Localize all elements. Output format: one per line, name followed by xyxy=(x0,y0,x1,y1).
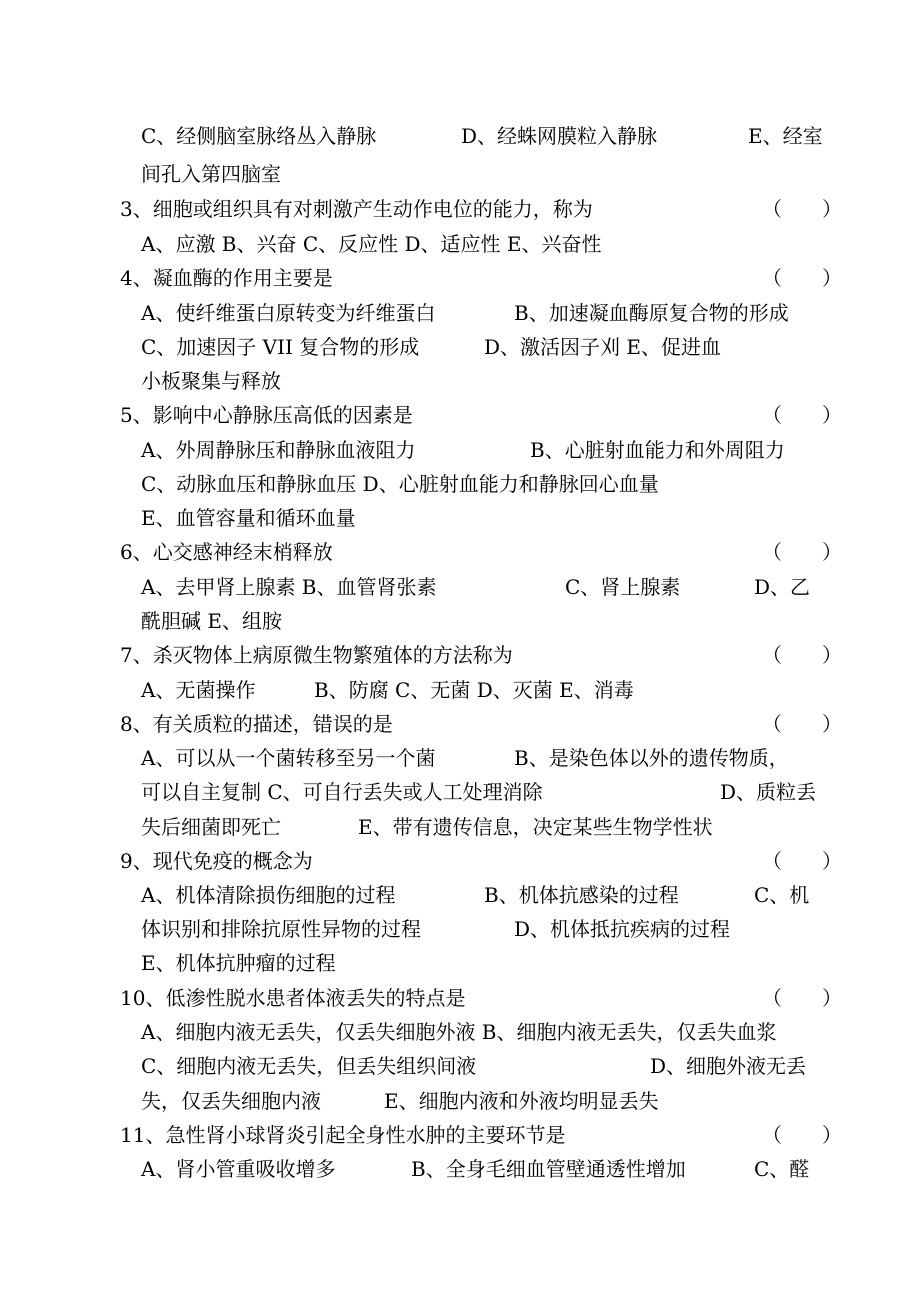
option-c: C、加速因子 VII 复合物的形成 xyxy=(141,335,420,359)
question-text: 11、急性肾小球肾炎引起全身性水肿的主要环节是 xyxy=(120,1123,566,1147)
option-e: E、血管容量和循环血量 xyxy=(141,506,356,530)
text-line xyxy=(0,570,920,604)
text-line xyxy=(0,157,920,191)
option-continuation: 体识别和排除抗原性异物的过程 xyxy=(141,917,421,941)
text-line xyxy=(0,946,920,980)
text-line xyxy=(0,673,920,707)
text-line xyxy=(0,501,920,535)
option-b: B、加速凝血酶原复合物的形成 xyxy=(514,301,789,325)
option-a: A、机体清除损伤细胞的过程 xyxy=(141,883,396,907)
answer-blank: （ ） xyxy=(762,403,842,427)
option-a: A、无菌操作 xyxy=(141,678,256,702)
question-9 xyxy=(0,844,920,878)
question-7 xyxy=(0,638,920,672)
question-text: 10、低渗性脱水患者体液丢失的特点是 xyxy=(120,986,466,1010)
options: B、防腐 C、无菌 D、灭菌 E、消毒 xyxy=(314,678,634,702)
question-11 xyxy=(0,1118,920,1152)
question-text: 5、影响中心静脉压高低的因素是 xyxy=(120,403,413,427)
option-c: C、细胞内液无丢失，但丢失组织间液 xyxy=(141,1054,477,1078)
text-line xyxy=(0,330,920,364)
options: C、动脉血压和静脉血压 D、心脏射血能力和静脉回心血量 xyxy=(141,472,659,496)
text-line xyxy=(0,433,920,467)
option-d: D、经蛛网膜粒入静脉 xyxy=(461,124,658,148)
option-d: D、机体抵抗疾病的过程 xyxy=(514,917,731,941)
question-text: 9、现代免疫的概念为 xyxy=(120,849,313,873)
text-line xyxy=(0,467,920,501)
option-a: A、肾小管重吸收增多 xyxy=(141,1157,336,1181)
answer-blank: （ ） xyxy=(762,197,842,221)
text-line xyxy=(0,741,920,775)
options: A、细胞内液无丢失，仅丢失细胞外液 B、细胞内液无丢失，仅丢失血浆 xyxy=(141,1020,777,1044)
option-d: D、质粒丢 xyxy=(720,780,817,804)
answer-blank: （ ） xyxy=(762,540,842,564)
option-a: A、外周静脉压和静脉血液阻力 xyxy=(141,438,416,462)
option-continuation: 失后细菌即死亡 xyxy=(141,815,281,839)
option-e: E、机体抗肿瘤的过程 xyxy=(141,951,336,975)
question-text: 8、有关质粒的描述，错误的是 xyxy=(120,712,393,736)
option-continuation: 失，仅丢失细胞内液 xyxy=(141,1089,321,1113)
question-text: 6、心交感神经末梢释放 xyxy=(120,540,333,564)
question-4 xyxy=(0,261,920,295)
option-c: C、机 xyxy=(754,883,810,907)
question-text: 7、杀灭物体上病原微生物繁殖体的方法称为 xyxy=(120,643,513,667)
text-line xyxy=(0,364,920,398)
text-line xyxy=(0,1152,920,1186)
option-a: A、使纤维蛋白原转变为纤维蛋白 xyxy=(141,301,436,325)
text-line xyxy=(0,604,920,638)
option-d: D、激活因子刈 E、促进血 xyxy=(484,335,721,359)
option-c: C、醛 xyxy=(754,1157,810,1181)
question-10 xyxy=(0,981,920,1015)
option-c: C、经侧脑室脉络丛入静脉 xyxy=(141,124,377,148)
option-a: A、可以从一个菌转移至另一个菌 xyxy=(141,746,436,770)
answer-blank: （ ） xyxy=(762,1123,842,1147)
option-b: B、是染色体以外的遗传物质， xyxy=(514,746,789,770)
option-e: E、细胞内液和外液均明显丢失 xyxy=(384,1089,659,1113)
text-line xyxy=(0,227,920,261)
text-line xyxy=(0,119,920,153)
option-d: D、乙 xyxy=(754,575,811,599)
text-line xyxy=(0,1015,920,1049)
question-text: 3、细胞或组织具有对刺激产生动作电位的能力，称为 xyxy=(120,197,593,221)
question-8 xyxy=(0,707,920,741)
answer-blank: （ ） xyxy=(762,643,842,667)
option-d: D、细胞外液无丢 xyxy=(650,1054,807,1078)
question-text: 4、凝血酶的作用主要是 xyxy=(120,266,333,290)
text-line xyxy=(0,1084,920,1118)
option-e: E、经室 xyxy=(748,124,823,148)
text-line xyxy=(0,296,920,330)
text-line xyxy=(0,1049,920,1083)
option-continuation: 间孔入第四脑室 xyxy=(141,162,281,186)
options: 可以自主复制 C、可自行丢失或人工处理消除 xyxy=(141,780,543,804)
text-line xyxy=(0,912,920,946)
option-c: C、肾上腺素 xyxy=(565,575,681,599)
answer-blank: （ ） xyxy=(762,986,842,1010)
question-5 xyxy=(0,398,920,432)
options: A、应激 B、兴奋 C、反应性 D、适应性 E、兴奋性 xyxy=(141,232,602,256)
option-continuation: 酰胆碱 E、组胺 xyxy=(141,609,282,633)
question-6 xyxy=(0,535,920,569)
answer-blank: （ ） xyxy=(762,712,842,736)
option-b: B、机体抗感染的过程 xyxy=(484,883,679,907)
option-b: B、心脏射血能力和外周阻力 xyxy=(530,438,785,462)
options: A、去甲肾上腺素 B、血管肾张素 xyxy=(141,575,437,599)
option-continuation: 小板聚集与释放 xyxy=(141,369,281,393)
answer-blank: （ ） xyxy=(762,266,842,290)
text-line xyxy=(0,878,920,912)
option-e: E、带有遗传信息，决定某些生物学性状 xyxy=(358,815,713,839)
text-line xyxy=(0,775,920,809)
answer-blank: （ ） xyxy=(762,849,842,873)
text-line xyxy=(0,810,920,844)
question-3 xyxy=(0,192,920,226)
option-b: B、全身毛细血管壁通透性增加 xyxy=(411,1157,686,1181)
